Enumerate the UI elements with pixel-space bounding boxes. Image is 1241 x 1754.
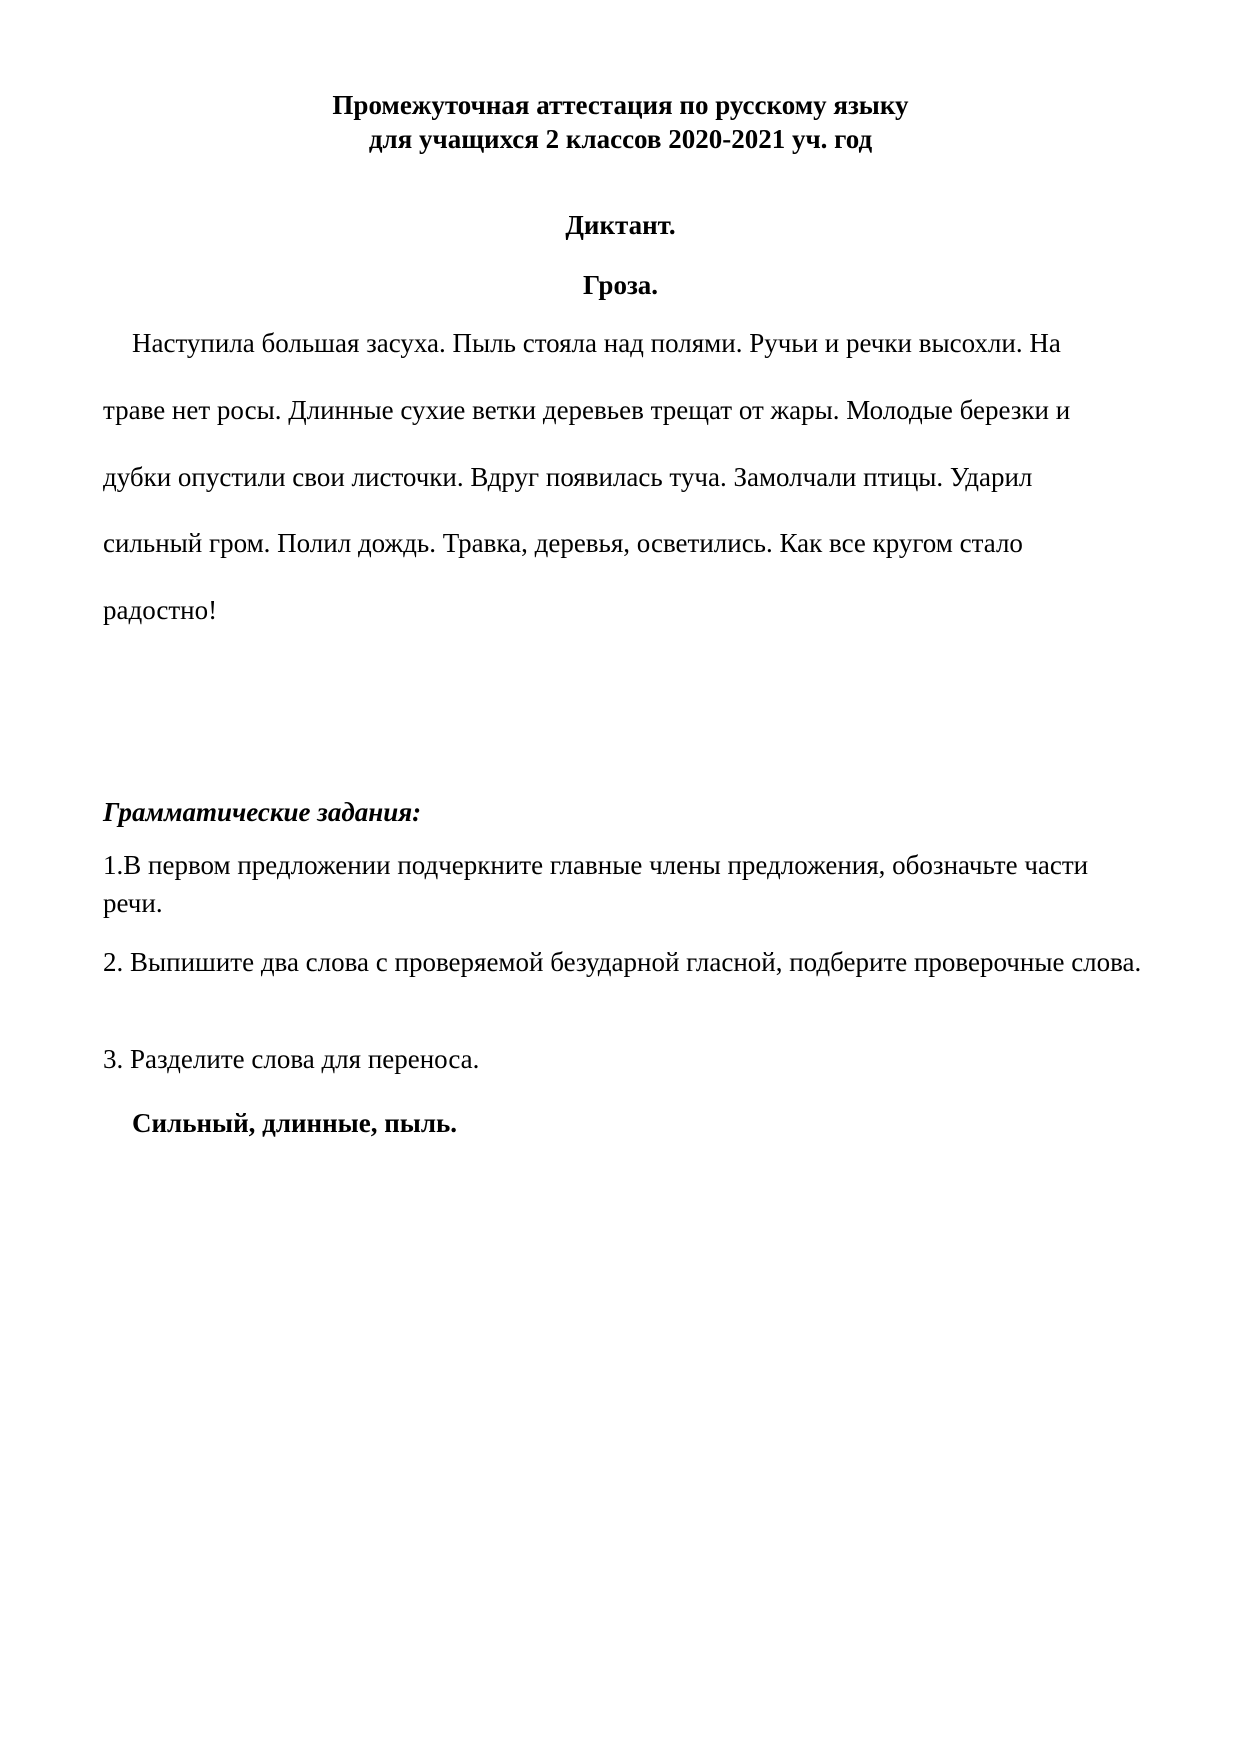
story-line-2: траве нет росы. Длинные сухие ветки деревьев трещат от жары. Молодые березки и — [103, 395, 1071, 425]
story-line-3: дубки опустили свои листочки. Вдруг появилась туча. Замолчали птицы. Ударил — [103, 462, 1033, 492]
story-line-5: радостно! — [103, 595, 218, 625]
grammar-task-2: 2. Выпишите два слова с проверяемой безударной гласной, подберите проверочные слова. — [103, 947, 1142, 977]
document-header — [0, 88, 1241, 156]
story-line-1: Наступила большая засуха. Пыль стояла над полями. Ручьи и речки высохли. На — [132, 328, 1061, 358]
header-line-1: Промежуточная аттестация по русскому языку — [332, 90, 909, 120]
story-line-4: сильный гром. Полил дождь. Травка, деревья, осветились. Как все кругом стало — [103, 528, 1023, 558]
hyphenation-words: Сильный, длинные, пыль. — [132, 1108, 458, 1138]
header-line-2: для учащихся 2 классов 2020-2021 уч. год — [368, 124, 873, 154]
grammar-task-1: 1.В первом предложении подчеркните главные члены предложения, обозначьте части речи. — [103, 850, 1089, 918]
dictation-heading: Диктант. — [565, 210, 676, 240]
grammar-task-3: 3. Разделите слова для переноса. — [103, 1044, 480, 1074]
grammar-tasks-heading: Грамматические задания: — [103, 797, 422, 827]
story-title: Гроза. — [582, 270, 659, 300]
